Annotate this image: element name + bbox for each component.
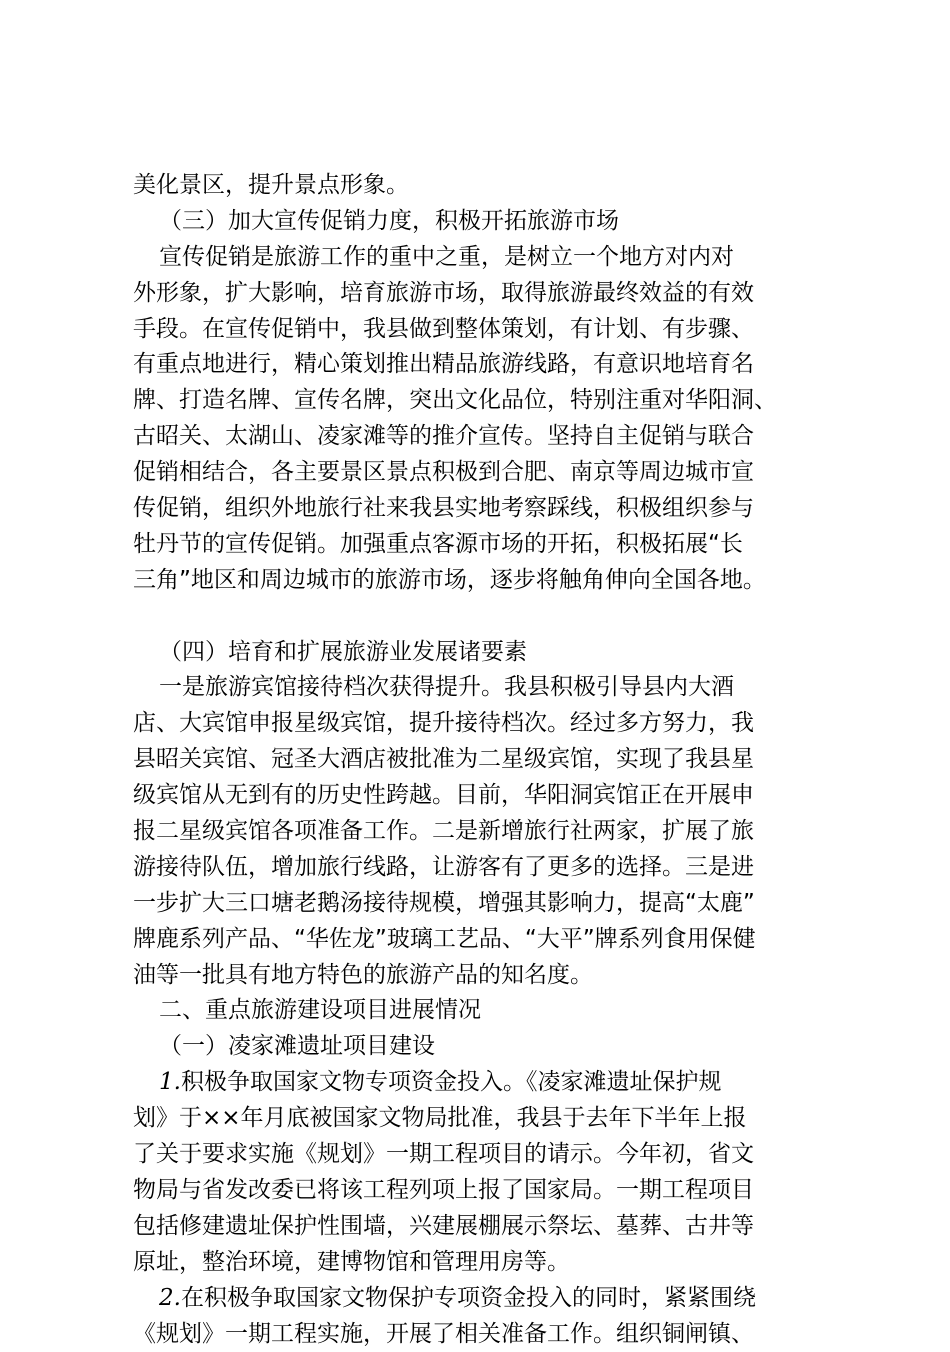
text-line [133,419,845,455]
text-line [133,1317,845,1352]
line-text: 美化景区，提升景点形象。 [133,172,409,198]
line-text: 传促销，组织外地旅行社来我县实地考察踩线，积极组织参与 [133,495,754,521]
text-line [133,1137,845,1173]
text-line [133,1245,845,1281]
text-line [133,240,845,276]
text-line [133,1209,845,1245]
line-text: 报二星级宾馆各项准备工作。二是新增旅行社两家，扩展了旅 [133,818,754,844]
line-text: 了关于要求实施《规划》一期工程项目的请示。今年初，省文 [133,1141,754,1167]
text-line [133,886,845,922]
text-line [133,491,845,527]
text-line [133,347,845,383]
line-text: 二、重点旅游建设项目进展情况 [159,997,481,1023]
text-line [133,850,845,886]
line-text: （三）加大宣传促销力度，积极开拓旅游市场 [159,208,619,234]
text-line [133,563,845,599]
line-text: 积极争取国家文物专项资金投入。《凌家滩遗址保护规 [181,1069,722,1095]
line-text: 包括修建遗址保护性围墙，兴建展棚展示祭坛、墓葬、古井等 [133,1213,754,1239]
line-text: 有重点地进行，精心策划推出精品旅游线路，有意识地培育名 [133,351,754,377]
text-line [133,958,845,994]
text-line [133,1101,845,1137]
line-text: 游接待队伍，增加旅行线路，让游客有了更多的选择。三是进 [133,854,754,880]
item-number: 2. [159,1285,181,1311]
blank-line [133,599,845,635]
text-line [133,383,845,419]
text-line [133,778,845,814]
text-line [133,635,845,671]
line-text: 《规划》一期工程实施，开展了相关准备工作。组织铜闸镇、 [133,1321,754,1347]
line-text: 县昭关宾馆、冠圣大酒店被批准为二星级宾馆，实现了我县星 [133,746,754,772]
text-line [133,312,845,348]
line-text: 划》于××年月底被国家文物局批准，我县于去年下半年上报 [133,1105,747,1131]
body-text [133,168,845,1352]
line-text: 一步扩大三口塘老鹅汤接待规模，增强其影响力，提高“太鹿” [133,890,755,916]
line-text: 一是旅游宾馆接待档次获得提升。我县积极引导县内大酒 [159,674,734,700]
line-text: 油等一批具有地方特色的旅游产品的知名度。 [133,962,593,988]
text-line [133,1065,845,1101]
text-line [133,527,845,563]
text-line [133,204,845,240]
line-text: 在积极争取国家文物保护专项资金投入的同时，紧紧围绕 [181,1285,756,1311]
line-text: 古昭关、太湖山、凌家滩等的推介宣传。坚持自主促销与联合 [133,423,754,449]
text-line [133,670,845,706]
line-text: 牡丹节的宣传促销。加强重点客源市场的开拓，积极拓展“长 [133,531,743,557]
text-line [133,922,845,958]
text-line [133,276,845,312]
text-line [133,706,845,742]
line-text: 手段。在宣传促销中，我县做到整体策划，有计划、有步骤、 [133,316,754,342]
line-text: 级宾馆从无到有的历史性跨越。目前，华阳洞宾馆正在开展申 [133,782,754,808]
line-text: 牌、打造名牌、宣传名牌，突出文化品位，特别注重对华阳洞、 [133,387,777,413]
text-line [133,168,845,204]
line-text: 物局与省发改委已将该工程列项上报了国家局。一期工程项目 [133,1177,754,1203]
line-text: 三角”地区和周边城市的旅游市场，逐步将触角伸向全国各地。 [133,567,766,593]
text-line [133,1281,845,1317]
item-number: 1. [159,1069,181,1095]
text-line [133,455,845,491]
line-text: （四）培育和扩展旅游业发展诸要素 [159,639,527,665]
line-text: 原址，整治环境，建博物馆和管理用房等。 [133,1249,570,1275]
line-text: 宣传促销是旅游工作的重中之重，是树立一个地方对内对 [159,244,734,270]
line-text: 店、大宾馆申报星级宾馆，提升接待档次。经过多方努力，我 [133,710,754,736]
line-text: 牌鹿系列产品、“华佐龙”玻璃工艺品、“大平”牌系列食用保健 [133,926,756,952]
text-line [133,993,845,1029]
text-line [133,742,845,778]
line-text: （一）凌家滩遗址项目建设 [159,1033,435,1059]
text-line [133,1173,845,1209]
line-text: 外形象，扩大影响，培育旅游市场，取得旅游最终效益的有效 [133,280,754,306]
line-text: 促销相结合，各主要景区景点积极到合肥、南京等周边城市宣 [133,459,754,485]
text-line [133,1029,845,1065]
text-line [133,814,845,850]
